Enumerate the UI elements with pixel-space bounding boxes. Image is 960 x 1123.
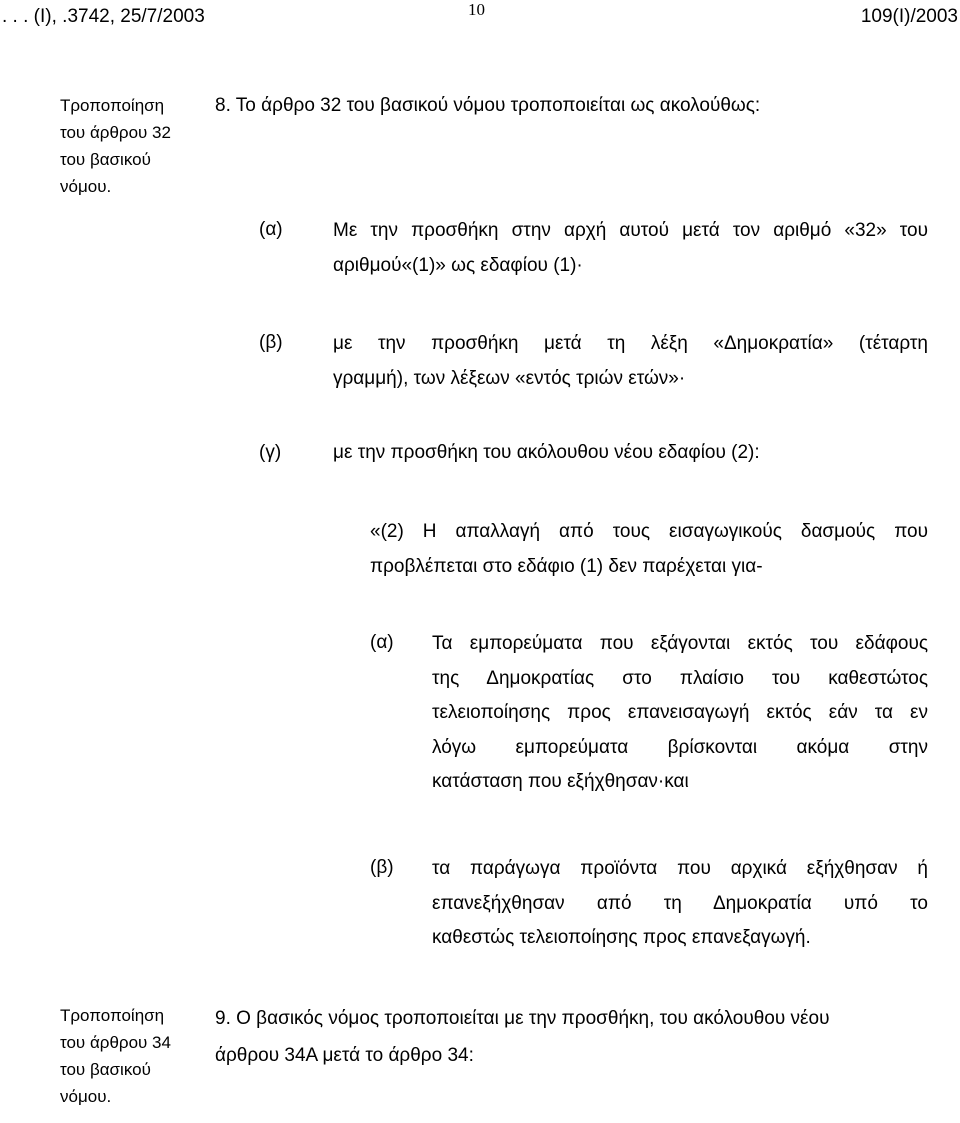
header-law-number: 109(Ι)/2003 (860, 6, 958, 27)
text-line: καθεστώς τελειοποίησης προς επανεξαγωγή. (432, 927, 811, 948)
margin-note-line: του άρθρου 34 (60, 1033, 171, 1052)
item-c-label: (γ) (259, 442, 282, 463)
section-9-text-line-1: 9. Ο βασικός νόμος τροποποιείται με την προσθήκη, του ακόλουθου νέου (215, 1008, 830, 1029)
item-b-text (333, 327, 928, 396)
margin-note-section-8 (60, 92, 171, 200)
subitem-a-label: (α) (370, 632, 394, 653)
margin-note-line: του βασικού (60, 150, 151, 169)
text-line: «(2) Η απαλλαγή από τους εισαγωγικούς δασμούς που (370, 521, 928, 542)
item-a-text (333, 214, 928, 283)
text-line: της Δημοκρατίας στο πλαίσιο του καθεστώτος (432, 667, 928, 689)
text-line: προβλέπεται στο εδάφιο (1) δεν παρέχεται για- (370, 555, 763, 577)
text-line: με την προσθήκη μετά τη λέξη «Δημοκρατία» (τέταρτη (333, 333, 928, 354)
text-line: γραμμή), των λέξεων «εντός τριών ετών»· (333, 367, 686, 389)
subitem-b-label: (β) (370, 857, 394, 878)
item-a-label: (α) (259, 219, 283, 240)
text-line: λόγω εμπορεύματα βρίσκονται ακόμα στην (432, 736, 928, 758)
page-number: 10 (468, 0, 485, 19)
section-8-intro: 8. Το άρθρο 32 του βασικού νόμου τροποποιείται ως ακολούθως: (215, 95, 761, 116)
new-subsection-2 (370, 515, 928, 584)
item-c-text: με την προσθήκη του ακόλουθου νέου εδαφίου (2): (333, 442, 760, 463)
item-b-label: (β) (259, 332, 283, 353)
text-line: τελειοποίησης προς επανεισαγωγή εκτός εάν τα εν (432, 702, 928, 723)
subitem-b-text (432, 852, 928, 956)
margin-note-line: νόμου. (60, 1087, 112, 1106)
subitem-a-text (432, 627, 928, 800)
text-line: τα παράγωγα προϊόντα που αρχικά εξήχθησαν ή (432, 858, 928, 879)
text-line: αριθμού«(1)» ως εδαφίου (1)· (333, 254, 583, 276)
header-gazette-ref: . . . (Ι), .3742, 25/7/2003 (2, 6, 205, 27)
margin-note-line: του άρθρου 32 (60, 123, 171, 142)
margin-note-line: του βασικού (60, 1060, 151, 1079)
section-9-text-line-2: άρθρου 34Α μετά το άρθρο 34: (215, 1045, 474, 1066)
margin-note-line: Τροποποίηση (60, 96, 165, 115)
text-line: επανεξήχθησαν από τη Δημοκρατία υπό το (432, 892, 928, 914)
margin-note-section-9 (60, 1002, 171, 1110)
text-line: κατάσταση που εξήχθησαν·και (432, 771, 689, 792)
margin-note-line: Τροποποίηση (60, 1006, 165, 1025)
text-line: Τα εμπορεύματα που εξάγονται εκτός του εδάφους (432, 633, 928, 654)
text-line: Με την προσθήκη στην αρχή αυτού μετά τον αριθμό «32» του (333, 220, 928, 241)
margin-note-line: νόμου. (60, 177, 112, 196)
